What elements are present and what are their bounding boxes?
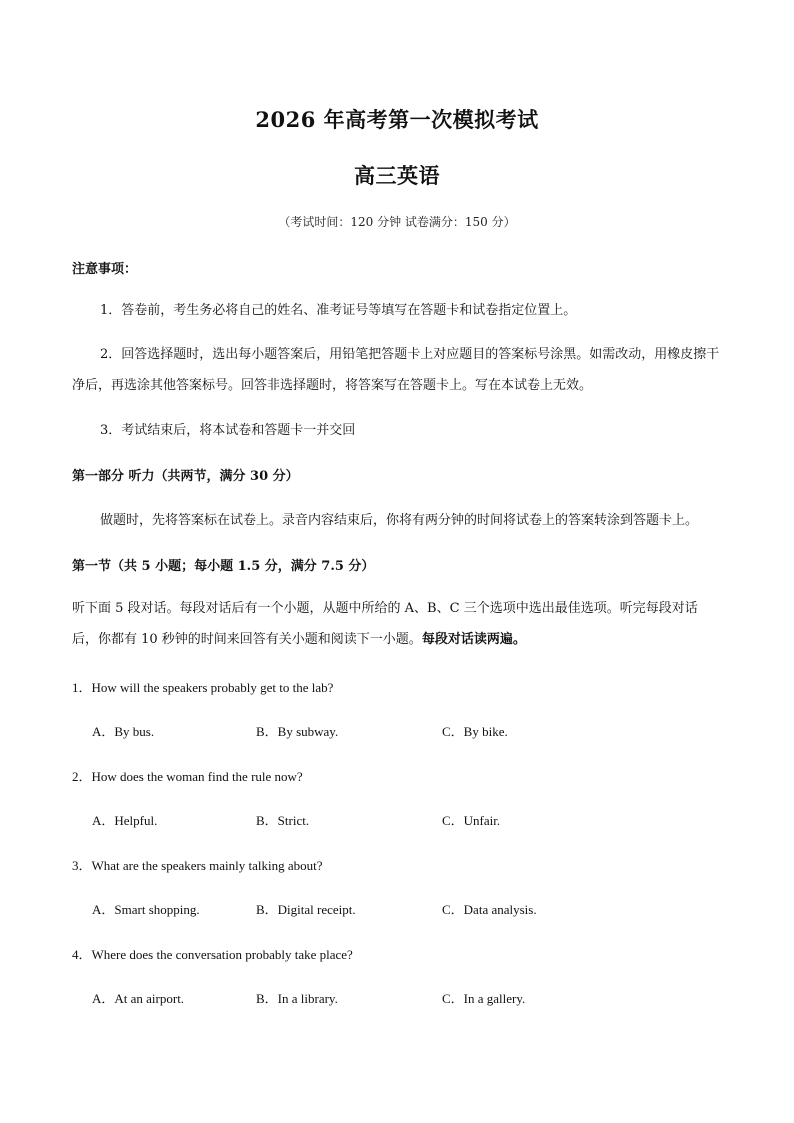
option-b: B．Digital receipt. bbox=[256, 902, 356, 917]
option-c: C．Unfair. bbox=[442, 813, 501, 828]
part1-heading: 第一部分 听力（共两节，满分 30 分） bbox=[72, 469, 299, 484]
notice-item: 1．答卷前，考生务必将自己的姓名、准考证号等填写在答题卡和试卷指定位置上。 bbox=[100, 303, 577, 318]
question-stem: 1．How will the speakers probably get to the lab? bbox=[72, 680, 334, 695]
option-a: A．Smart shopping. bbox=[92, 902, 200, 917]
option-a: A．At an airport. bbox=[92, 991, 185, 1006]
subject-title: 高三英语 bbox=[354, 163, 440, 188]
option-b: B．Strict. bbox=[256, 813, 310, 828]
question-stem: 3．What are the speakers mainly talking about? bbox=[72, 858, 323, 873]
notice-item: 3．考试结束后，将本试卷和答题卡一并交回 bbox=[100, 423, 356, 438]
option-b: B．In a library. bbox=[256, 991, 338, 1006]
option-a: A．By bus. bbox=[92, 724, 155, 739]
section1-instruction bbox=[72, 593, 722, 655]
option-a: A．Helpful. bbox=[92, 813, 158, 828]
option-c: C．In a gallery. bbox=[442, 991, 526, 1006]
question-stem: 2．How does the woman find the rule now? bbox=[72, 769, 303, 784]
notice-heading: 注意事项： bbox=[72, 262, 138, 277]
question-stem: 4．Where does the conversation probably take place? bbox=[72, 947, 353, 962]
section1-heading: 第一节（共 5 小题；每小题 1.5 分，满分 7.5 分） bbox=[72, 559, 375, 574]
exam-title: 2026 年高考第一次模拟考试 bbox=[255, 107, 539, 132]
option-c: C．Data analysis. bbox=[442, 902, 537, 917]
notice-item: 2．回答选择题时，选出每小题答案后，用铅笔把答题卡上对应题目的答案标号涂黑。如需改动，用橡皮擦干净后，再选涂其他答案标号。回答非选择题时，将答案写在答题卡上。写在本试卷上无效。 bbox=[72, 347, 720, 393]
section1-instruction-emphasis: 每段对话读两遍。 bbox=[421, 632, 526, 647]
exam-info: （考试时间：120 分钟 试卷满分：150 分） bbox=[278, 215, 516, 229]
section1-instruction-text: 听下面 5 段对话。每段对话后有一个小题，从题中所给的 A、B、C 三个选项中选出最佳选项。听完每段对话后，你都有 10 秒钟的时间来回答有关小题和阅读下一小题。 bbox=[72, 601, 698, 647]
option-b: B．By subway. bbox=[256, 724, 339, 739]
part1-instruction: 做题时，先将答案标在试卷上。录音内容结束后，你将有两分钟的时间将试卷上的答案转涂到答题卡上。 bbox=[100, 513, 699, 528]
option-c: C．By bike. bbox=[442, 724, 508, 739]
